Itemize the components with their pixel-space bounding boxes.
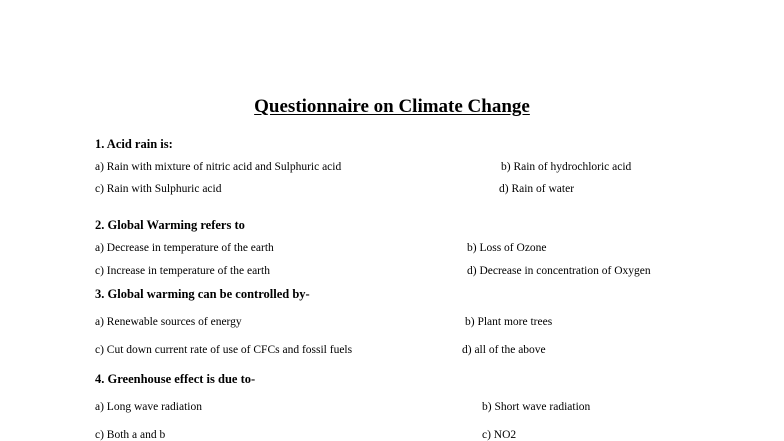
q2-option-d: d) Decrease in concentration of Oxygen <box>467 265 651 277</box>
question-2: 2. Global Warming refers to <box>95 218 245 232</box>
q4-option-d: c) NO2 <box>482 429 517 441</box>
question-4: 4. Greenhouse effect is due to- <box>95 372 256 386</box>
q1-option-b: b) Rain of hydrochloric acid <box>501 161 632 173</box>
document-title: Questionnaire on Climate Change <box>254 96 530 117</box>
question-1: 1. Acid rain is: <box>95 137 173 151</box>
q2-option-a: a) Decrease in temperature of the earth <box>95 242 274 254</box>
q3-option-d: d) all of the above <box>462 344 546 356</box>
q1-option-c: c) Rain with Sulphuric acid <box>95 183 222 195</box>
q3-option-c: c) Cut down current rate of use of CFCs and fossil fuels <box>95 344 353 356</box>
q2-option-b: b) Loss of Ozone <box>467 242 547 254</box>
q1-option-d: d) Rain of water <box>499 183 575 195</box>
q3-option-b: b) Plant more trees <box>465 316 553 328</box>
q3-option-a: a) Renewable sources of energy <box>95 316 242 328</box>
q2-option-c: c) Increase in temperature of the earth <box>95 265 270 277</box>
question-3: 3. Global warming can be controlled by- <box>95 287 310 301</box>
q4-option-b: b) Short wave radiation <box>482 401 591 413</box>
q4-option-a: a) Long wave radiation <box>95 401 202 413</box>
q1-option-a: a) Rain with mixture of nitric acid and Sulphuric acid <box>95 161 342 173</box>
q4-option-c: c) Both a and b <box>95 429 166 441</box>
